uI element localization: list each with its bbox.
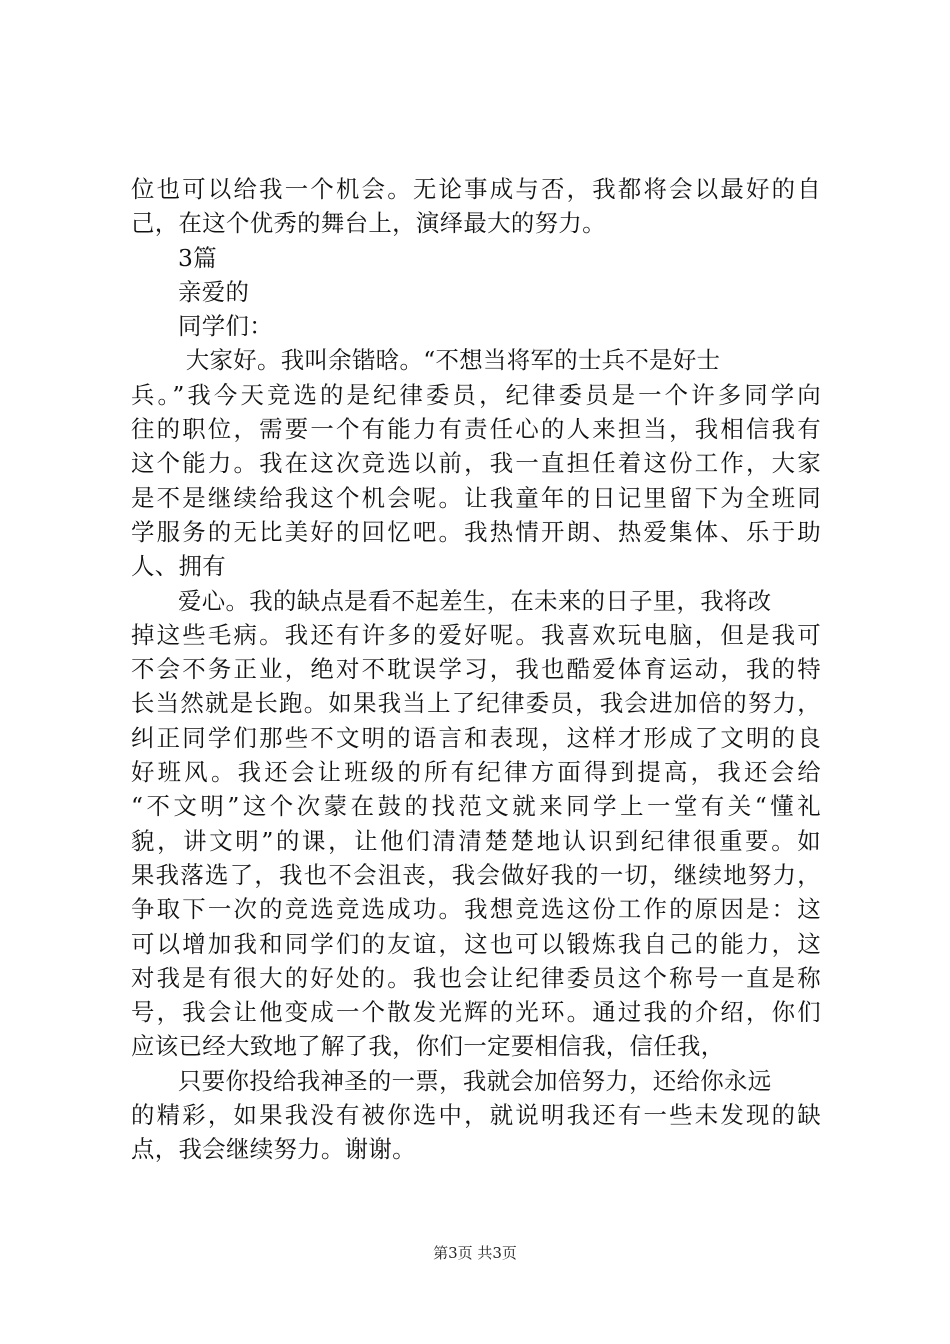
salutation-line: 亲爱的 <box>178 277 250 306</box>
text-line: 点，我会继续努力。谢谢。 <box>131 1135 416 1164</box>
text-line: 纠正同学们那些不文明的语言和表现，这样才形成了文明的良 <box>131 723 821 752</box>
text-line: 的精彩，如果我没有被你选中，就说明我还有一些未发现的缺 <box>131 1101 821 1130</box>
text-line: 爱心。我的缺点是看不起差生，在未来的日子里，我将改 <box>178 586 772 615</box>
body-text <box>131 172 821 1167</box>
text-line: 号，我会让他变成一个散发光辉的光环。通过我的介绍，你们 <box>131 998 821 1027</box>
text-line: 对我是有很大的好处的。我也会让纪律委员这个称号一直是称 <box>131 963 821 992</box>
text-line: 兵。”我今天竞选的是纪律委员，纪律委员是一个许多同学向 <box>131 380 821 409</box>
text-line: 果我落选了，我也不会沮丧，我会做好我的一切，继续地努力， <box>131 860 821 889</box>
text-line: 争取下一次的竞选竞选成功。我想竞选这份工作的原因是：这 <box>131 895 821 924</box>
text-line: 是不是继续给我这个机会呢。让我童年的日记里留下为全班同 <box>131 483 821 512</box>
text-line: 学服务的无比美好的回忆吧。我热情开朗、热爱集体、乐于助 <box>131 517 821 546</box>
text-line: 大家好。我叫余锴晗。“不想当将军的士兵不是好士 <box>178 346 721 375</box>
text-line: 己，在这个优秀的舞台上，演绎最大的努力。 <box>131 209 606 238</box>
text-line: 只要你投给我神圣的一票，我就会加倍努力，还给你永远 <box>178 1066 772 1095</box>
text-line: 人、拥有 <box>131 552 226 581</box>
text-line: 往的职位，需要一个有能力有责任心的人来担当，我相信我有 <box>131 415 821 444</box>
text-line: 应该已经大致地了解了我，你们一定要相信我，信任我， <box>131 1032 725 1061</box>
text-line: “不文明”这个次蒙在鼓的找范文就来同学上一堂有关“懂礼 <box>131 792 821 821</box>
salutation-line: 同学们： <box>178 312 273 341</box>
text-line: 貌，讲文明”的课，让他们清清楚楚地认识到纪律很重要。如 <box>131 826 821 855</box>
text-line: 长当然就是长跑。如果我当上了纪律委员，我会进加倍的努力， <box>131 689 821 718</box>
page-footer: 第3页 共3页 <box>433 1244 517 1262</box>
text-line: 位也可以给我一个机会。无论事成与否，我都将会以最好的自 <box>131 175 821 203</box>
text-line: 好班风。我还会让班级的所有纪律方面得到提高，我还会给 <box>131 758 821 787</box>
text-line: 这个能力。我在这次竞选以前，我一直担任着这份工作，大家 <box>131 449 821 478</box>
section-heading: 3篇 <box>178 243 217 272</box>
text-line: 可以增加我和同学们的友谊，这也可以锻炼我自己的能力，这 <box>131 929 821 958</box>
text-line: 不会不务正业，绝对不耽误学习，我也酷爱体育运动，我的特 <box>131 655 821 684</box>
text-line: 掉这些毛病。我还有许多的爱好呢。我喜欢玩电脑，但是我可 <box>131 620 821 649</box>
